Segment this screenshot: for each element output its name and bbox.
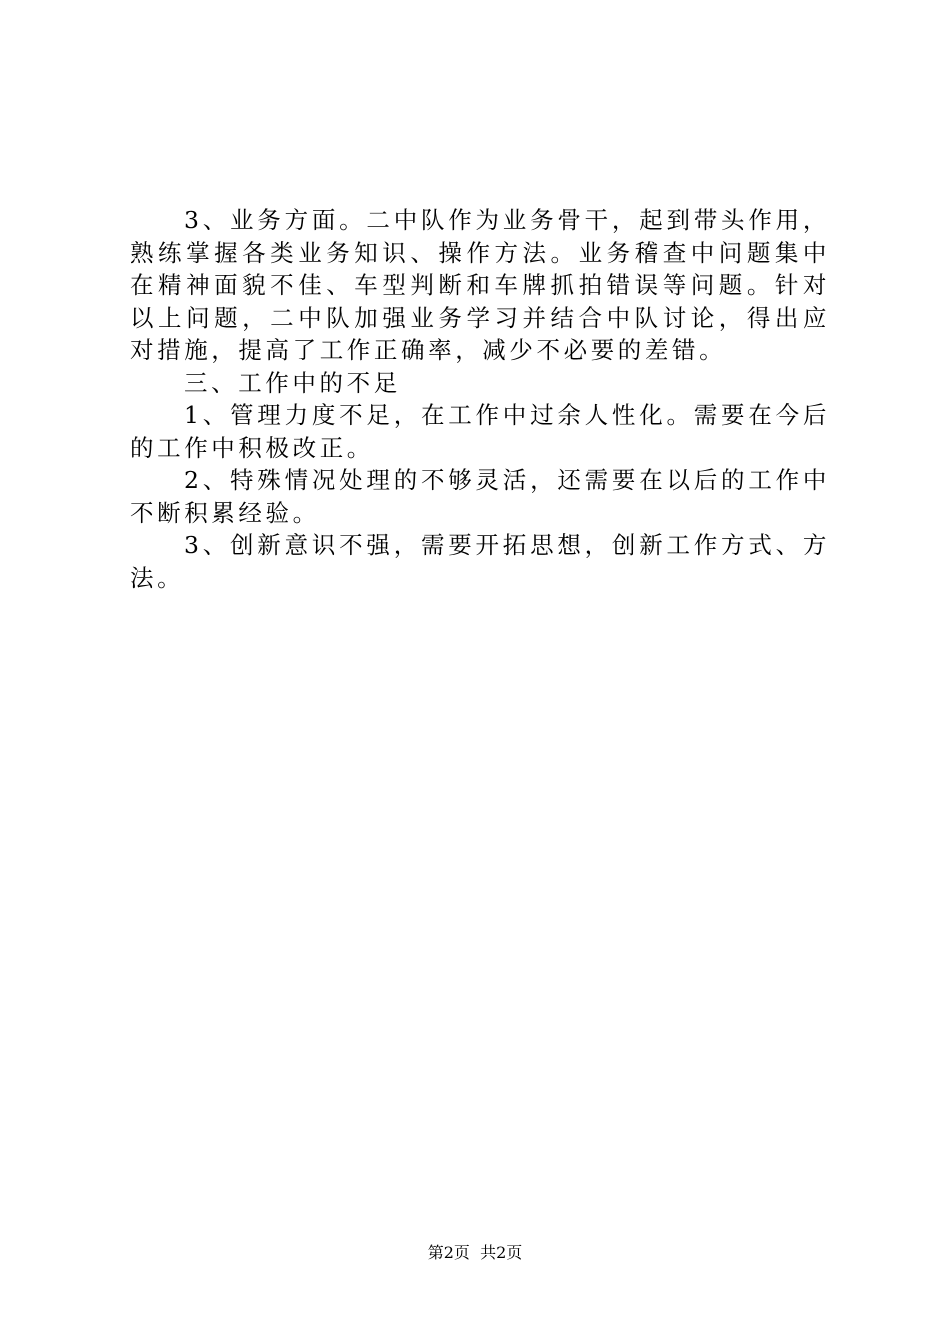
paragraph-business-aspect: 3、业务方面。二中队作为业务骨干，起到带头作用，熟练掌握各类业务知识、操作方法。业务稽查中问题集中在精神面貌不佳、车型判断和车牌抓拍错误等问题。针对以上问题，二中队加强业务学习并结合中队讨论，得出应对措施，提高了工作正确率，减少不必要的差错。 — [130, 206, 830, 364]
page-number-label: 第2页 共2页 — [427, 1243, 523, 1262]
page-footer — [0, 1240, 950, 1263]
document-body — [130, 204, 830, 594]
paragraph-shortcoming-2: 2、特殊情况处理的不够灵活，还需要在以后的工作中不断积累经验。 — [130, 466, 830, 527]
paragraph-shortcoming-1: 1、管理力度不足，在工作中过余人性化。需要在今后的工作中积极改正。 — [130, 401, 830, 462]
section-heading-shortcomings: 三、工作中的不足 — [184, 368, 401, 397]
paragraph-shortcoming-3: 3、创新意识不强，需要开拓思想，创新工作方式、方法。 — [130, 531, 830, 592]
